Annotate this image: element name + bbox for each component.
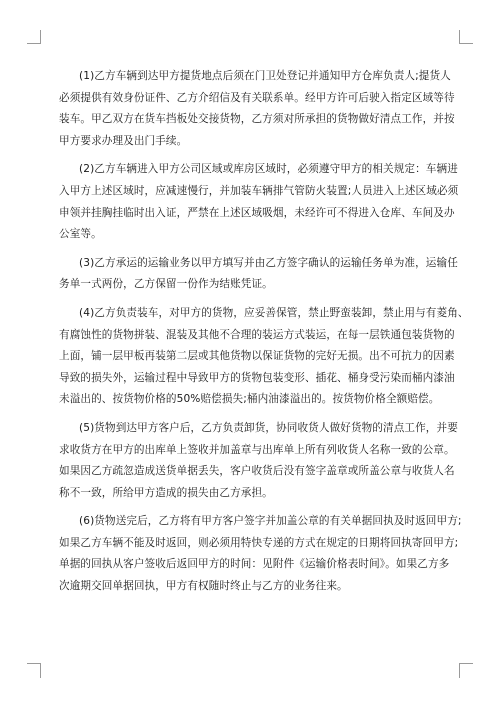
- clause-2: [59, 159, 459, 245]
- text-line: 如果因乙方疏忽造成送货单据丢失，客户收货后没有签字盖章或所盖公章与收货人名: [59, 465, 455, 478]
- crop-mark-top-left: [27, 43, 41, 44]
- document-body: [59, 66, 469, 605]
- text-line: 上面，铺一层甲板再装第二层或其他货物以保证货物的完好无损。出不可抗力的因素: [59, 350, 455, 363]
- crop-mark-bottom-left: [27, 663, 41, 664]
- crop-mark-bottom-right: [459, 664, 460, 678]
- crop-mark-top-left: [40, 30, 41, 44]
- text-line: 申领并挂胸挂临时出入证，严禁在上述区域吸烟，未经许可不得进入仓库、车间及办: [59, 206, 455, 219]
- crop-mark-top-right: [459, 30, 460, 44]
- crop-mark-bottom-left: [40, 664, 41, 678]
- clause-6: [59, 511, 462, 597]
- text-line: (1)乙方车辆到达甲方提货地点后须在门卫处登记并通知甲方仓库负责人;提货人: [79, 70, 451, 82]
- text-line: 公室等。: [59, 228, 102, 241]
- text-line: (3)乙方承运的运输业务以甲方填写并由乙方签字确认的运输任务单为准，运输任: [79, 256, 458, 269]
- clause-5: [59, 418, 458, 504]
- crop-mark-bottom-right: [459, 663, 473, 664]
- clause-1: [59, 66, 455, 152]
- text-line: (6)货物送完后，乙方将有甲方客户签字并加盖公章的有关单据回执及时返回甲方;: [79, 515, 462, 528]
- text-line: 务单一式两份，乙方保留一份作为结账凭证。: [59, 278, 273, 291]
- text-line: 次逾期交回单据回执，甲方有权随时终止与乙方的业务往来。: [59, 580, 348, 593]
- text-line: 单据的回执从客户签收后返回甲方的时间：见附件《运输价格表时间》。如果乙方多: [59, 558, 450, 571]
- text-line: 装车。甲乙双方在货车挡板处交接货物，乙方须对所承担的货物做好清点工作，并按: [59, 113, 455, 126]
- text-line: 必须提供有效身份证件、乙方介绍信及有关联系单。经甲方许可后驶入指定区域等待: [59, 91, 455, 104]
- clause-3: [59, 253, 458, 296]
- text-line: 有腐蚀性的货物拼装、混装及其他不合理的装运方式装运，在每一层铁通包装货物的: [59, 328, 455, 341]
- text-line: 称不一致，所给甲方造成的损失由乙方承担。: [59, 486, 273, 499]
- text-line: 甲方要求办理及出门手续。: [59, 134, 188, 147]
- text-line: 如果乙方车辆不能及时返回，则必须用特快专递的方式在规定的日期将回执寄回甲方;: [59, 536, 459, 549]
- text-line: 未溢出的、按货物价格的50%赔偿损失;桶内油漆溢出的。按货物价格全额赔偿。: [59, 393, 440, 406]
- text-line: (2)乙方车辆进入甲方公司区域或库房区域时，必须遵守甲方的相关规定：车辆进: [79, 163, 458, 176]
- text-line: 求收货方在甲方的出库单上签收并加盖章与出库单上所有列收货人名称一致的公章。: [59, 443, 455, 456]
- text-line: (5)货物到达甲方客户后，乙方负责卸货，协同收货人做好货物的清点工作，并要: [79, 421, 458, 434]
- text-line: 导致的损失外，运输过程中导致甲方的货物包装变形、插花、桶身受污染而桶内漆油: [59, 371, 455, 384]
- clause-4: [59, 303, 469, 411]
- text-line: 入甲方上述区域时，应减速慢行，并加装车辆排气管防火装置;人员进入上述区域必须: [59, 184, 459, 197]
- crop-mark-top-right: [459, 43, 473, 44]
- text-line: (4)乙方负责装车，对甲方的货物，应妥善保管，禁止野蛮装卸，禁止用与有菱角、: [79, 306, 469, 319]
